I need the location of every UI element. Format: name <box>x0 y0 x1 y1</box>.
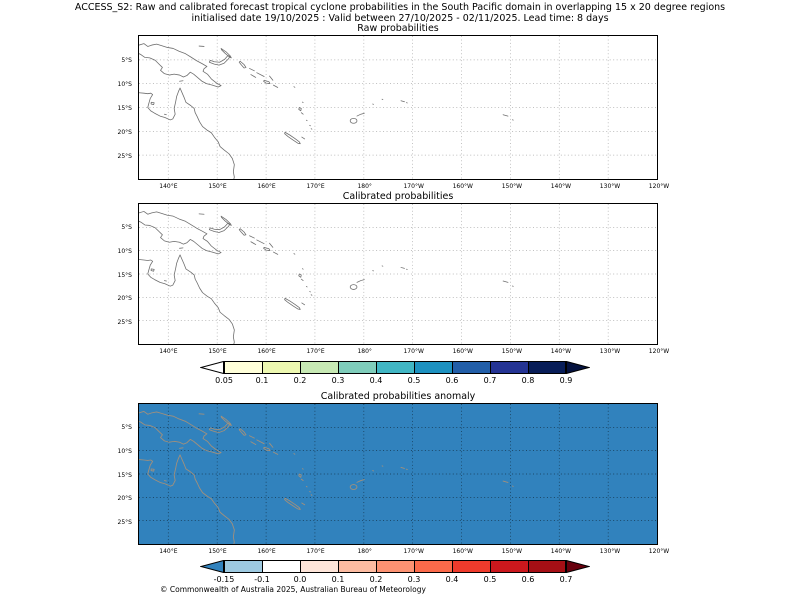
x-tick-label: 120°W <box>648 348 670 355</box>
colorbar-tick-labels <box>200 575 590 585</box>
colorbar-segments <box>200 560 590 573</box>
colorbar-segment <box>262 560 300 573</box>
colorbar-segment <box>262 361 300 374</box>
x-tick-label: 180° <box>357 183 372 190</box>
colorbar-tick-label: -0.15 <box>213 575 235 584</box>
colorbar-tick-label: 0.5 <box>483 575 497 584</box>
colorbar-tick-label: 0.4 <box>369 376 383 385</box>
y-tick-label: 25°S <box>117 153 132 161</box>
x-tick-label: 150°E <box>208 348 227 355</box>
coastline-layer <box>139 211 513 344</box>
y-tick-label: 20°S <box>117 295 132 303</box>
colorbar-tick-label: 0.3 <box>407 575 421 584</box>
map-panel-anomaly <box>117 403 670 555</box>
colorbar-segment <box>490 361 528 374</box>
y-axis-ticks <box>107 404 135 544</box>
x-tick-label: 170°E <box>306 348 325 355</box>
x-tick-label: 130°W <box>599 548 621 555</box>
colorbar-segment <box>224 560 262 573</box>
y-tick-label: 5°S <box>121 224 132 232</box>
colorbar-tick-label: -0.1 <box>254 575 270 584</box>
colorbar-tick-label: 0.05 <box>215 376 233 385</box>
x-tick-label: 140°E <box>159 548 178 555</box>
colorbar-right-extend-arrow <box>566 361 590 374</box>
x-tick-label: 120°W <box>648 183 670 190</box>
x-tick-label: 170°W <box>403 183 424 190</box>
y-tick-label: 25°S <box>117 318 132 326</box>
x-tick-label: 140°W <box>550 183 572 190</box>
x-tick-label: 170°E <box>306 548 325 555</box>
x-tick-label: 150°E <box>208 548 227 555</box>
y-tick-label: 25°S <box>117 518 132 526</box>
probability-colorbar <box>200 361 590 391</box>
colorbar-segment <box>452 560 490 573</box>
x-tick-label: 180° <box>357 348 372 355</box>
colorbar-segment <box>376 560 414 573</box>
map-panel-raw <box>117 35 670 190</box>
colorbar-left-extend-arrow <box>200 560 224 573</box>
x-tick-label: 140°E <box>159 348 178 355</box>
colorbar-segment <box>414 361 452 374</box>
map-anomaly <box>139 404 657 544</box>
colorbar-segment <box>528 361 566 374</box>
colorbar-tick-label: 0.7 <box>483 376 497 385</box>
x-tick-label: 170°W <box>403 348 424 355</box>
y-tick-label: 20°S <box>117 495 132 503</box>
x-tick-label: 160°W <box>452 348 473 355</box>
x-tick-label: 130°W <box>599 183 621 190</box>
colorbar-tick-label: 0.9 <box>559 376 573 385</box>
y-axis-ticks <box>107 204 135 344</box>
x-tick-label: 160°E <box>257 548 276 555</box>
x-axis-ticks <box>139 548 670 556</box>
x-tick-label: 130°W <box>599 348 621 355</box>
colorbar-segment <box>528 560 566 573</box>
colorbar-tick-label: 0.2 <box>293 376 307 385</box>
y-tick-label: 5°S <box>121 424 132 432</box>
x-tick-label: 140°W <box>550 548 572 555</box>
map-panel-calibrated <box>117 203 670 355</box>
figure-title: ACCESS_S2: Raw and calibrated forecast tropical cyclone probabilities in the South Pacific domain in overlapping 15 x 20 degree regions <box>74 2 726 13</box>
colorbar-tick-label: 0.6 <box>521 575 535 584</box>
copyright-text: © Commonwealth of Australia 2025, Australian Bureau of Meteorology <box>160 585 426 594</box>
x-tick-label: 170°E <box>306 183 325 190</box>
colorbar-tick-label: 0.0 <box>293 575 307 584</box>
colorbar-tick-label: 0.2 <box>369 575 383 584</box>
panel-title-raw: Raw probabilities <box>357 23 439 34</box>
colorbar-right-extend-arrow <box>566 560 590 573</box>
colorbar-segments <box>200 361 590 374</box>
x-tick-label: 150°W <box>501 348 523 355</box>
x-tick-label: 160°W <box>452 548 473 555</box>
coastline-layer <box>139 44 513 179</box>
colorbar-tick-label: 0.3 <box>331 376 345 385</box>
graticule-gridlines <box>139 36 657 179</box>
y-tick-label: 10°S <box>117 447 132 455</box>
x-tick-label: 140°W <box>550 348 572 355</box>
x-tick-label: 170°W <box>403 548 424 555</box>
x-tick-label: 150°E <box>208 183 227 190</box>
colorbar-tick-labels <box>200 376 590 386</box>
colorbar-tick-label: 0.8 <box>521 376 535 385</box>
colorbar-segment <box>300 560 338 573</box>
y-tick-label: 20°S <box>117 129 132 137</box>
figure-subtitle: initialised date 19/10/2025 : Valid between 27/10/2025 - 02/11/2025. Lead time: 8 days <box>191 13 609 24</box>
colorbar-segment <box>490 560 528 573</box>
x-axis-ticks <box>139 348 670 356</box>
y-tick-label: 15°S <box>117 271 132 279</box>
colorbar-tick-label: 0.1 <box>255 376 269 385</box>
y-tick-label: 10°S <box>117 80 132 88</box>
x-tick-label: 160°W <box>452 183 473 190</box>
colorbar-tick-label: 0.1 <box>331 575 345 584</box>
colorbar-tick-label: 0.5 <box>407 376 421 385</box>
x-tick-label: 150°W <box>501 548 523 555</box>
colorbar-left-extend-arrow <box>200 361 224 374</box>
panel-title-calibrated: Calibrated probabilities <box>342 191 454 202</box>
x-tick-label: 150°W <box>501 183 523 190</box>
colorbar-tick-label: 0.6 <box>445 376 459 385</box>
colorbar-tick-label: 0.4 <box>445 575 459 584</box>
y-tick-label: 5°S <box>121 56 132 64</box>
colorbar-segment <box>414 560 452 573</box>
colorbar-segment <box>300 361 338 374</box>
colorbar-segment <box>376 361 414 374</box>
colorbar-segment <box>338 560 376 573</box>
graticule-gridlines <box>139 204 657 344</box>
y-tick-label: 15°S <box>117 105 132 112</box>
x-tick-label: 140°E <box>159 183 178 190</box>
x-tick-label: 180° <box>357 548 372 555</box>
colorbar-segment <box>338 361 376 374</box>
map-raw <box>139 36 657 179</box>
colorbar-segment <box>224 361 262 374</box>
y-tick-label: 15°S <box>117 471 132 479</box>
colorbar-tick-label: 0.7 <box>559 575 573 584</box>
map-calibrated <box>139 204 657 344</box>
x-tick-label: 160°E <box>257 183 276 190</box>
panel-title-anomaly: Calibrated probabilities anomaly <box>320 391 476 402</box>
y-axis-ticks <box>107 36 135 179</box>
colorbar-segment <box>452 361 490 374</box>
x-tick-label: 120°W <box>648 548 670 555</box>
y-tick-label: 10°S <box>117 247 132 255</box>
x-axis-ticks <box>139 183 670 191</box>
x-tick-label: 160°E <box>257 348 276 355</box>
